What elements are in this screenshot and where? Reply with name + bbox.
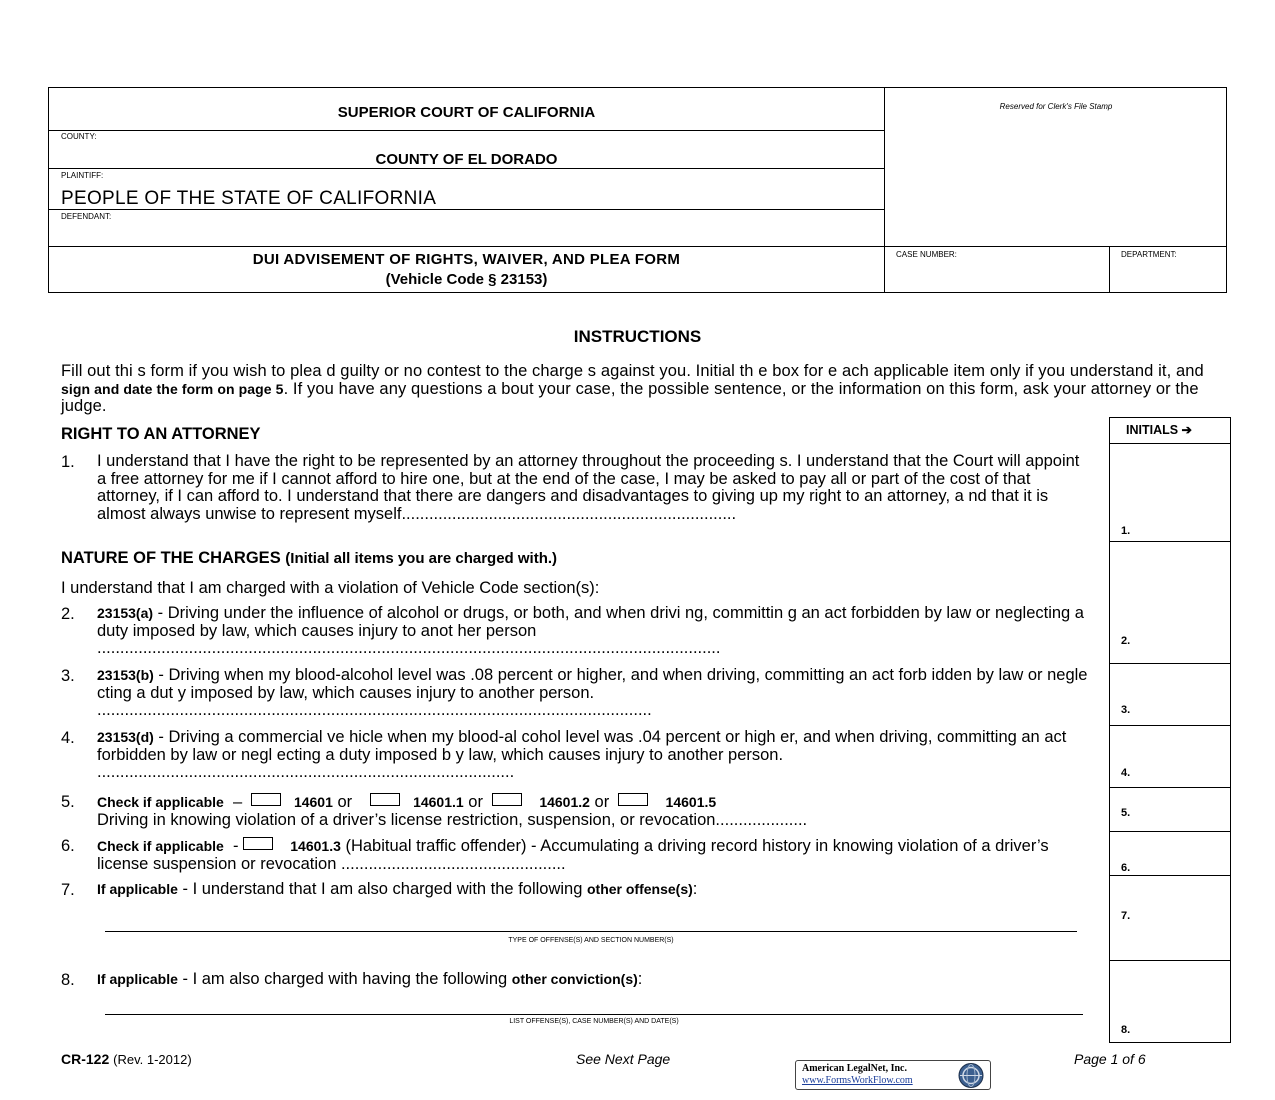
page-number: Page 1 of 6: [1074, 1051, 1146, 1067]
checkbox-14601-3[interactable]: [243, 837, 273, 850]
initial-box-label: 4.: [1121, 767, 1131, 779]
item-1-text: I understand that I have the right to be represented by an attorney throughout the proceeding s. I understand that the Court will appoint a free attorney for me if I cannot afford to hire one, but at the end of the case, I may be asked to pay all or part of the cost of that attorney, if I can afford to. I understand that there are dangers and disadvantages to giving up my right to an attorney, a nd that it is almost always unwise to represent myself.........................................................................: [97, 452, 1080, 523]
if-applicable: If applicable: [97, 881, 178, 897]
clerk-stamp-label: Reserved for Clerk's File Stamp: [999, 102, 1113, 111]
rule: [1110, 541, 1230, 542]
county-field[interactable]: COUNTY OF EL DORADO: [375, 151, 558, 168]
initial-box-label: 8.: [1121, 1024, 1131, 1036]
item-4-text: [97, 729, 1090, 782]
form-id: [61, 1051, 192, 1067]
or-text: or: [594, 793, 610, 811]
form-title: DUI ADVISEMENT OF RIGHTS, WAIVER, AND PLEA FORM: [252, 251, 681, 268]
publisher-url[interactable]: www.FormsWorkFlow.com: [802, 1075, 913, 1086]
case-number-field[interactable]: [890, 262, 1104, 290]
instructions-part: . If you have any questions a bout your case, the possible sentence, or the information on this form, ask your attorney or the judge.: [61, 379, 1199, 416]
checkbox-14601[interactable]: [251, 793, 281, 806]
initial-box-label: 1.: [1121, 525, 1131, 537]
initial-box-label: 2.: [1121, 635, 1131, 647]
defendant-label: DEFENDANT:: [61, 212, 112, 221]
code-section: 14601.3: [290, 838, 341, 854]
defendant-field[interactable]: [61, 222, 871, 244]
initial-box-label: 5.: [1121, 807, 1131, 819]
instructions-part: Fill out thi s form if you wish to plea d guilty or no contest to the charge s against you. Initial th e box for e ach applicable item only if you understand it, and: [61, 362, 1204, 380]
item-text: (Habitual traffic offender) - Accumulating a driving record history in knowing violation of a driver’s license suspension or revocation .................................................: [97, 837, 1049, 873]
or-text: or: [468, 793, 483, 811]
item-3-text: [97, 667, 1090, 720]
court-name: SUPERIOR COURT OF CALIFORNIA: [337, 104, 596, 121]
caption-divider: [884, 88, 885, 293]
if-applicable: If applicable: [97, 971, 178, 987]
item-number: 6.: [61, 837, 75, 855]
rule: [1110, 875, 1230, 876]
instructions-text: [61, 363, 1211, 416]
other-offenses-field[interactable]: [105, 905, 1077, 930]
check-if-applicable: Check if applicable: [97, 794, 224, 810]
item-text: - I understand that I am also charged with the following: [177, 880, 587, 898]
section-note: (Initial all items you are charged with.): [285, 550, 558, 567]
code-section: 23153(d): [97, 729, 154, 745]
rule: [1109, 246, 1110, 293]
instructions-emphasis: sign and date the form on page 5: [61, 380, 284, 397]
other-offenses-caption: TYPE OF OFFENSE(S) AND SECTION NUMBER(S): [508, 937, 674, 944]
see-next-page: See Next Page: [576, 1051, 671, 1067]
item-8-text: [97, 971, 1090, 989]
initial-box-label: 6.: [1121, 862, 1131, 874]
other-convictions-underline: [105, 1014, 1083, 1015]
department-field[interactable]: [1115, 262, 1223, 290]
rule: [49, 130, 884, 131]
checkbox-14601-5[interactable]: [618, 793, 648, 806]
colon: :: [637, 970, 643, 988]
publisher-logo[interactable]: [795, 1060, 991, 1090]
item-text: - Driving a commercial ve hicle when my blood-al cohol level was .04 percent or high er, and when driving, committing an act forbidden by law or negl ecting a duty imposed b y law, which causes injury to another person. ...........................................................................................: [97, 728, 1067, 782]
item-6-text: Check if applicable - 14601.3 (Habitual traffic offender) - Accumulating a driving record history in knowing violation of a driver’s license suspension or revocation .................................................: [97, 837, 1049, 873]
rule: [1110, 831, 1230, 832]
other-convictions-field[interactable]: [105, 990, 1083, 1013]
rule: [1110, 663, 1230, 664]
check-if-applicable: Check if applicable: [97, 838, 224, 854]
item-number: 3.: [61, 667, 75, 685]
item-2-text: [97, 605, 1090, 658]
case-number-label: CASE NUMBER:: [896, 250, 957, 259]
other-offenses: other offense(s): [586, 881, 693, 897]
code-section: 14601.2: [539, 794, 590, 810]
globe-icon: [954, 1062, 988, 1089]
item-number: 4.: [61, 729, 75, 747]
initial-box-label: 3.: [1121, 704, 1131, 716]
item-number: 1.: [61, 453, 75, 471]
item-number: 8.: [61, 971, 75, 989]
checkbox-14601-2[interactable]: [492, 793, 522, 806]
code-section: 14601.1: [413, 794, 464, 810]
item-number: 2.: [61, 605, 75, 623]
item-number: 7.: [61, 881, 75, 899]
colon: :: [692, 880, 698, 898]
item-number: 5.: [61, 793, 75, 811]
section-title: NATURE OF THE CHARGES: [61, 549, 281, 567]
item-text: - I am also charged with having the following: [177, 970, 512, 988]
checkbox-14601-1[interactable]: [370, 793, 400, 806]
form-subtitle: (Vehicle Code § 23153): [385, 271, 548, 288]
form-revision: (Rev. 1-2012): [113, 1052, 192, 1067]
rule: [1110, 960, 1230, 961]
other-convictions-caption: LIST OFFENSE(S), CASE NUMBER(S) AND DATE(S): [509, 1018, 679, 1025]
code-section: 23153(a): [97, 605, 154, 621]
rule: [49, 246, 1227, 247]
initials-header: INITIALS ➔: [1126, 423, 1193, 437]
publisher-name: American LegalNet, Inc.: [802, 1063, 907, 1074]
rule: [49, 168, 884, 169]
item-text: - Driving when my blood-alcohol level was .08 percent or higher, and when driving, committing an act forb idden by law or negle cting a dut y imposed by law, which causes injury to another person. .........................................................................................................................: [97, 666, 1088, 720]
code-section: 14601: [293, 794, 333, 810]
rule: [1110, 725, 1230, 726]
or-text: or: [337, 793, 353, 811]
code-section: 23153(b): [97, 667, 154, 683]
plaintiff-field[interactable]: PEOPLE OF THE STATE OF CALIFORNIA: [61, 188, 437, 209]
code-section: 14601.5: [665, 794, 717, 810]
initial-box-label: 7.: [1121, 910, 1131, 922]
item-7-text: [97, 881, 1090, 899]
section-heading-attorney: RIGHT TO AN ATTORNEY: [61, 425, 261, 443]
form-id-code: CR-122: [61, 1051, 110, 1067]
item-text: Driving in knowing violation of a driver’s license restriction, suspension, or revocation....................: [97, 810, 808, 829]
item-5-text: Check if applicable – 14601 or 14601.1 or 14601.2 or 14601.5 Driving in knowing violation of a driver’s license restriction, suspension, or revocation....................: [97, 793, 808, 829]
section-heading-charges: [61, 549, 557, 568]
charges-intro: I understand that I am charged with a violation of Vehicle Code section(s):: [61, 579, 600, 597]
other-offenses-underline: [105, 931, 1077, 932]
county-label: COUNTY:: [61, 132, 97, 141]
instructions-heading: INSTRUCTIONS: [573, 327, 702, 346]
item-text: - Driving under the influence of alcohol or drugs, or both, and when drivi ng, committin g an act forbidden by law or neglecting a duty imposed by law, which causes injury to anot her person ........................................................................................................................................: [97, 604, 1084, 658]
other-convictions: other conviction(s): [511, 971, 638, 987]
rule: [1110, 787, 1230, 788]
department-label: DEPARTMENT:: [1121, 250, 1177, 259]
plaintiff-label: PLAINTIFF:: [61, 171, 104, 180]
